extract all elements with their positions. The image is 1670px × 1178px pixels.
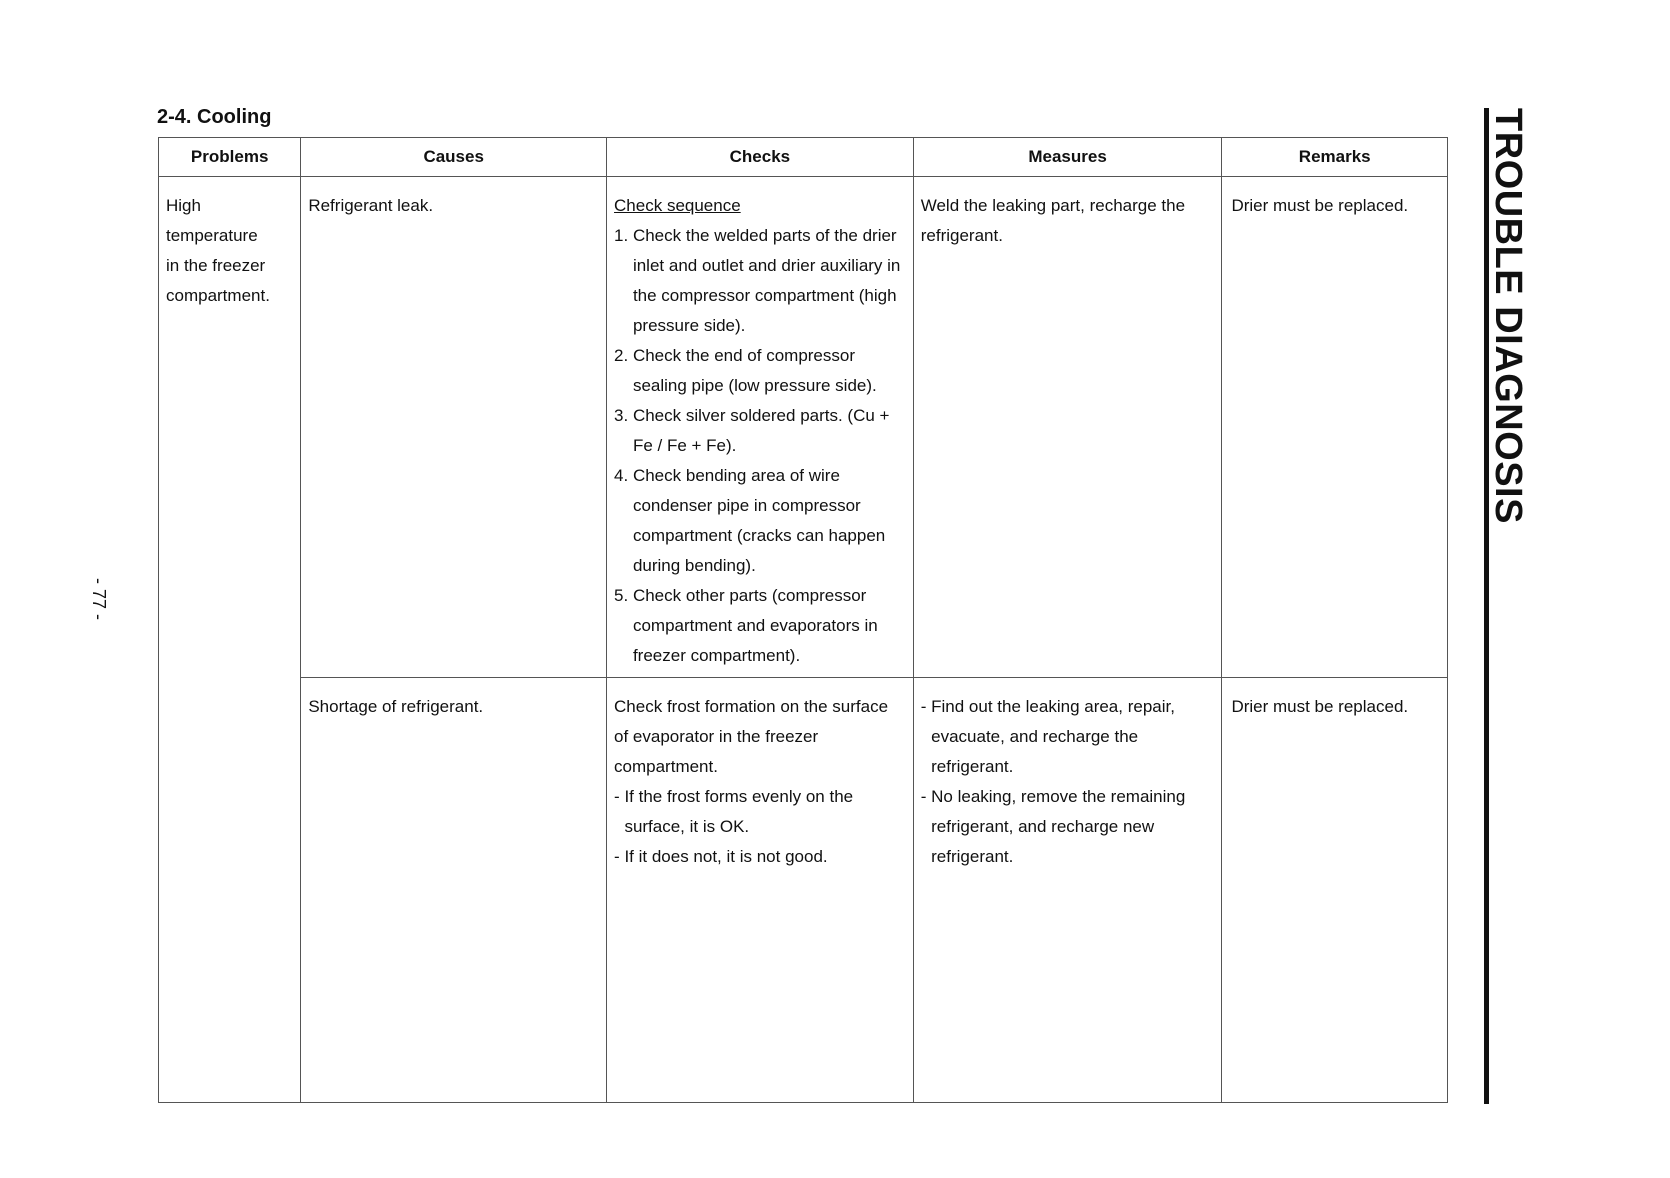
header-checks: Checks [607,138,914,177]
check-item-bullet: - [614,847,620,866]
cooling-diagnosis-table [158,137,1448,1103]
measure-item-text: Find out the leaking area, repair, evacuate, and recharge the refrigerant. [931,697,1175,776]
problem-line: in the freezer [166,256,266,275]
check-item [614,401,907,461]
problem-line: temperature [166,226,258,245]
check-item-number: 3. [614,406,629,425]
measure-item [921,692,1216,782]
check-item-text: If it does not, it is not good. [624,847,828,866]
check-item [614,842,907,872]
problem-cell [159,177,301,1103]
measure-item-bullet: - [920,697,927,716]
remarks-cell [1222,177,1448,678]
section-title: 2-4. Cooling [157,106,272,128]
header-remarks: Remarks [1222,138,1448,177]
measure-text: Weld the leaking part, recharge the refrigerant. [920,196,1186,245]
check-item [614,581,907,671]
check-sequence-heading: Check sequence [614,196,741,215]
problem-line: compartment. [166,286,270,305]
header-causes: Causes [301,138,607,177]
check-item-text: Check silver soldered parts. (Cu + Fe / Fe + Fe). [632,406,890,455]
table-row [159,177,1448,678]
check-item-text: Check bending area of wire condenser pipe in compressor compartment (cracks can happen during bending). [632,466,886,575]
check-item [614,782,907,842]
header-measures: Measures [913,138,1222,177]
check-item-number: 5. [614,586,629,605]
header-problems: Problems [159,138,301,177]
problem-line: High [166,196,201,215]
check-item-text: Check other parts (compressor compartment and evaporators in freezer compartment). [632,586,878,665]
check-item [614,221,907,341]
side-title-text: TROUBLE DIAGNOSIS [1487,108,1529,524]
checks-intro: Check frost formation on the surface of evaporator in the freezer compartment. [614,697,889,776]
checks-cell [607,678,914,1103]
cause-cell [301,678,607,1103]
check-item-number: 2. [614,346,629,365]
cause-cell [301,177,607,678]
page-number: - 77 - [89,578,109,621]
cause-text: Shortage of refrigerant. [308,697,484,716]
measure-item [921,782,1216,872]
checks-cell [607,177,914,678]
table-row [159,678,1448,1103]
remark-text: Drier must be replaced. [1231,196,1409,215]
check-item-bullet: - [614,787,620,806]
check-item-text: Check the welded parts of the drier inlet and outlet and drier auxiliary in the compressor compartment (high pressure side). [632,226,901,335]
measure-item-bullet: - [920,787,927,806]
check-item-number: 1. [614,226,629,245]
check-item-text: If the frost forms evenly on the surface, it is OK. [624,787,854,836]
check-item [614,341,907,401]
remarks-cell [1222,678,1448,1103]
table-header-row [159,138,1448,177]
check-item-number: 4. [614,466,629,485]
measures-cell [913,177,1222,678]
check-item-text: Check the end of compressor sealing pipe (low pressure side). [632,346,877,395]
remark-text: Drier must be replaced. [1231,697,1409,716]
cause-text: Refrigerant leak. [308,196,434,215]
measures-cell [913,678,1222,1103]
check-item [614,461,907,581]
side-title [1482,108,1530,1108]
measure-item-text: No leaking, remove the remaining refrigerant, and recharge new refrigerant. [931,787,1186,866]
